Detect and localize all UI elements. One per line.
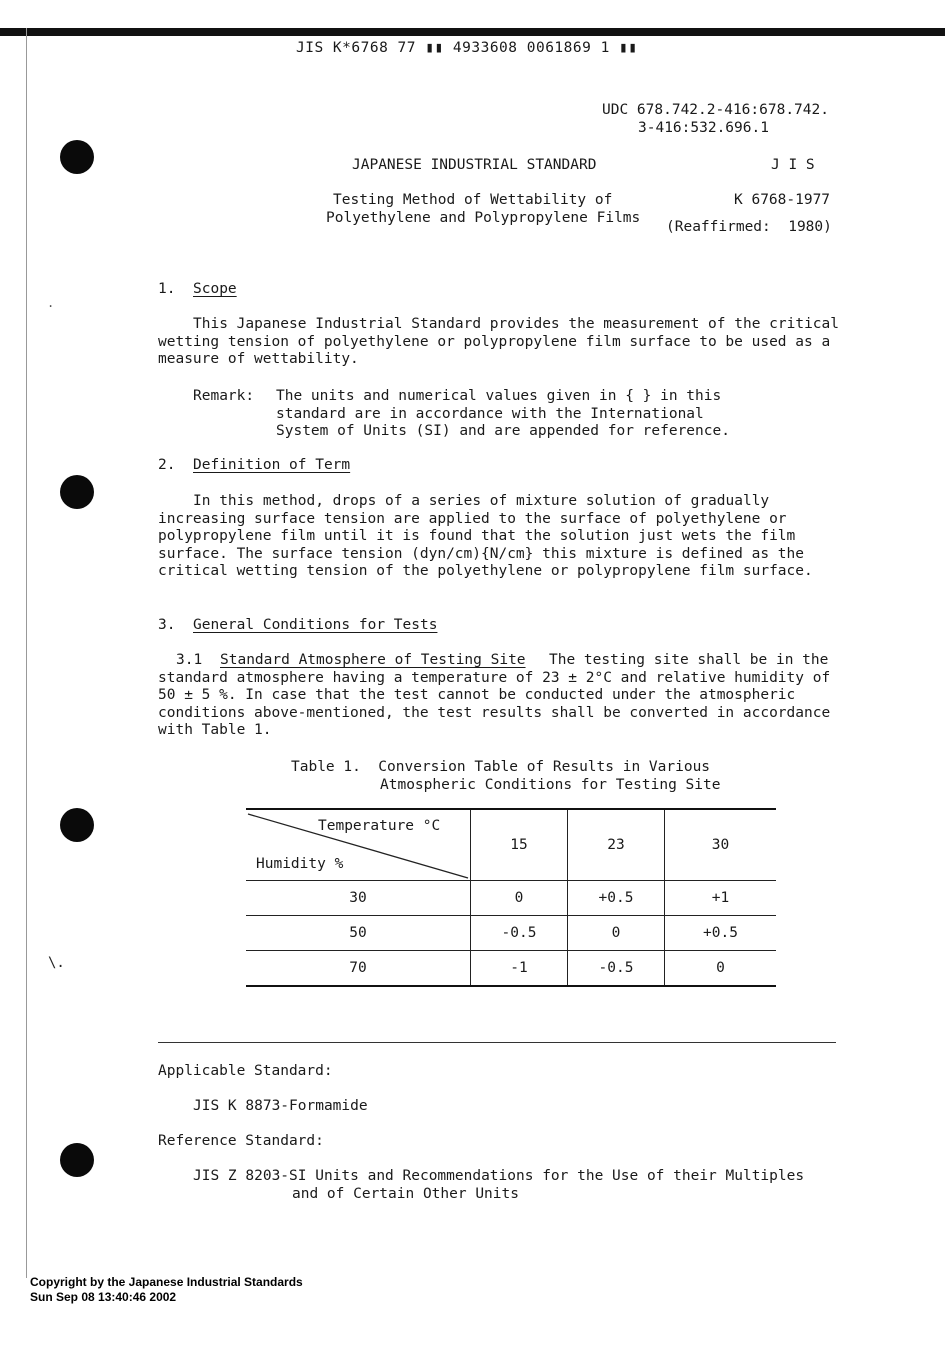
footer-divider (158, 1042, 836, 1043)
corner-humidity-label: Humidity % (256, 856, 344, 872)
table-header-row (246, 809, 776, 881)
table-row (246, 951, 776, 987)
temp-header-cell: 15 (471, 809, 568, 881)
corner-temperature-label: Temperature °C (318, 818, 441, 834)
humidity-cell: 70 (246, 951, 471, 987)
section-3-title: General Conditions for Tests (193, 617, 438, 633)
value-cell: 0 (568, 916, 665, 951)
value-cell: -0.5 (568, 951, 665, 987)
section-2-title: Definition of Term (193, 457, 351, 473)
subsection-3-1-title: Standard Atmosphere of Testing Site (220, 652, 526, 668)
table-caption-line-1: Table 1. Conversion Table of Results in Various (291, 759, 711, 775)
remark-label: Remark: (193, 388, 255, 404)
value-cell: +1 (665, 881, 777, 916)
punch-hole (60, 808, 94, 842)
scan-code: JIS K*6768 77 ▮▮ 4933608 0061869 1 ▮▮ (296, 40, 638, 56)
scan-speck: . (47, 296, 55, 310)
doc-title-line-1: Testing Method of Wettability of (333, 192, 613, 208)
section-1-title: Scope (193, 281, 237, 297)
reaffirmed-note: (Reaffirmed: 1980) (666, 219, 832, 235)
value-cell: 0 (665, 951, 777, 987)
table-row (246, 916, 776, 951)
punch-hole (60, 1143, 94, 1177)
udc-line-2: 3-416:532.696.1 (638, 120, 769, 136)
copyright-line: Copyright by the Japanese Industrial Standards (30, 1275, 303, 1289)
value-cell: -0.5 (471, 916, 568, 951)
table-caption-line-2: Atmospheric Conditions for Testing Site (380, 777, 721, 793)
jis-mark: J I S (771, 157, 815, 173)
section-3-number: 3. (158, 617, 176, 633)
humidity-cell: 30 (246, 881, 471, 916)
punch-hole (60, 140, 94, 174)
table-row (246, 881, 776, 916)
standard-number: K 6768-1977 (734, 192, 831, 208)
scan-left-edge (26, 28, 27, 1278)
copyright-timestamp: Sun Sep 08 13:40:46 2002 (30, 1290, 177, 1304)
section-1-number: 1. (158, 281, 176, 297)
value-cell: +0.5 (665, 916, 777, 951)
conversion-table (246, 808, 776, 987)
value-cell: 0 (471, 881, 568, 916)
doc-title-line-2: Polyethylene and Polypropylene Films (326, 210, 641, 226)
reference-standard-label: Reference Standard: (158, 1133, 324, 1149)
section-1-body: This Japanese Industrial Standard provides the measurement of the critical wetting tension of polyethylene or polypropylene film surface to be used as a measure of wettability. (158, 316, 840, 368)
humidity-cell: 50 (246, 916, 471, 951)
value-cell: +0.5 (568, 881, 665, 916)
section-2-number: 2. (158, 457, 176, 473)
table-corner-cell (246, 809, 471, 881)
subsection-3-1-number: 3.1 (176, 652, 203, 668)
applicable-standard-item: JIS K 8873-Formamide (193, 1098, 368, 1114)
temp-header-cell: 23 (568, 809, 665, 881)
org-title: JAPANESE INDUSTRIAL STANDARD (352, 157, 597, 173)
punch-hole (60, 475, 94, 509)
subsection-3-1-body: The testing site shall be in the standard atmosphere having a temperature of 23 ± 2°C and relative humidity of 50 ± 5 %. In case that the test cannot be conducted under the atmospheric conditions above-mentioned, the test results shall be converted in accordance with Table 1. (158, 652, 831, 739)
reference-standard-line-2: and of Certain Other Units (292, 1186, 519, 1202)
temp-header-cell: 30 (665, 809, 777, 881)
udc-line-1: UDC 678.742.2-416:678.742. (602, 102, 829, 118)
value-cell: -1 (471, 951, 568, 987)
scan-speck: \. (48, 955, 65, 971)
applicable-standard-label: Applicable Standard: (158, 1063, 333, 1079)
scan-top-bar (0, 28, 945, 36)
section-2-body: In this method, drops of a series of mixture solution of gradually increasing surface tension are applied to the surface of polyethylene or polypropylene film until it is found that the solution just wets the film surface. The surface tension (dyn/cm){N/cm} this mixture is defined as the critical wetting tension of the polyethylene or polypropylene film surface. (158, 493, 813, 580)
reference-standard-line-1: JIS Z 8203-SI Units and Recommendations for the Use of their Multiples (193, 1168, 805, 1184)
remark-body: The units and numerical values given in { } in this standard are in accordance with the International System of Units (SI) and are appended for reference. (276, 388, 730, 440)
